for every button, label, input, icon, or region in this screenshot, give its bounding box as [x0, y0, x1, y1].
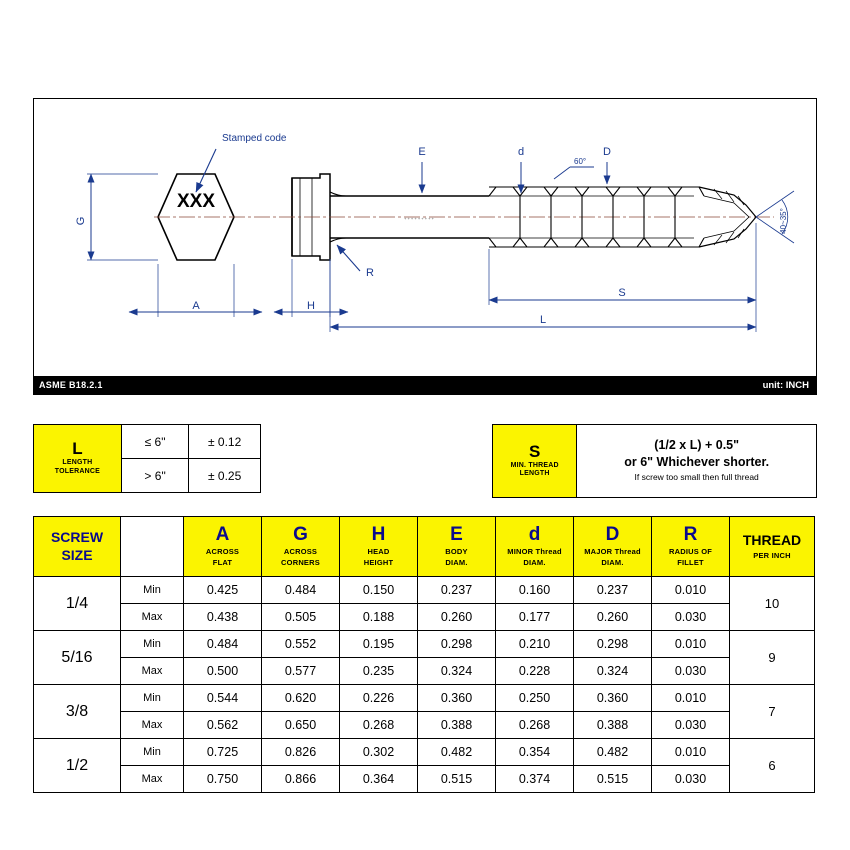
- dimension-E: [418, 146, 425, 193]
- svg-text:+ + + + + + + + +: + + + + + + + + +: [404, 216, 434, 221]
- cell-D-min: 0.482: [574, 739, 652, 766]
- cell-E-max: 0.515: [418, 766, 496, 793]
- dimension-d-label: d: [517, 146, 525, 158]
- cell-D-min: 0.237: [574, 577, 652, 604]
- row-minmax-label: Min: [121, 631, 184, 658]
- table-row: [34, 631, 815, 658]
- header-minmax: [121, 517, 184, 577]
- screw-shank: [154, 192, 774, 242]
- drawing-footer-bar: [33, 376, 817, 395]
- row-minmax-label: Max: [121, 712, 184, 739]
- cell-H-min: 0.150: [340, 577, 418, 604]
- cell-A-min: 0.725: [184, 739, 262, 766]
- dimension-S-label: S: [618, 287, 626, 299]
- min-thread-alternative: or 6" Whichever shorter.: [624, 455, 770, 470]
- dimension-E-label: E: [418, 146, 426, 158]
- cell-d-max: 0.268: [496, 712, 574, 739]
- row-size: 1/2: [34, 739, 121, 793]
- cell-thread: 9: [730, 631, 815, 685]
- header-sub-D-1: MAJOR Thread: [584, 547, 641, 557]
- screw-dimension-table: [33, 516, 815, 793]
- cell-D-max: 0.324: [574, 658, 652, 685]
- cell-R-max: 0.030: [652, 658, 730, 685]
- row-minmax-label: Min: [121, 577, 184, 604]
- dimension-L: [330, 259, 756, 332]
- dimension-H: [274, 259, 348, 317]
- cell-E-max: 0.388: [418, 712, 496, 739]
- row-minmax-label: Min: [121, 685, 184, 712]
- cell-R-min: 0.010: [652, 739, 730, 766]
- cell-d-max: 0.374: [496, 766, 574, 793]
- header-sub-G-1: ACROSS: [283, 547, 318, 557]
- cell-G-max: 0.650: [262, 712, 340, 739]
- cell-D-max: 0.515: [574, 766, 652, 793]
- row-minmax-label: Max: [121, 658, 184, 685]
- dimension-L-label: L: [539, 314, 547, 326]
- cell-A-max: 0.500: [184, 658, 262, 685]
- cell-E-min: 0.237: [418, 577, 496, 604]
- min-thread-formula-cell: [577, 425, 817, 498]
- head-stamp-text: XXX: [176, 191, 216, 212]
- table-row: [34, 577, 815, 604]
- cell-H-min: 0.226: [340, 685, 418, 712]
- header-letter-A: A: [215, 524, 230, 546]
- dimension-G-label: G: [75, 216, 87, 226]
- header-column-D: [574, 517, 652, 577]
- header-sub-D-2: DIAM.: [601, 558, 624, 568]
- length-tolerance-condition: ≤ 6": [121, 425, 188, 459]
- cell-R-min: 0.010: [652, 631, 730, 658]
- header-letter-H: H: [371, 524, 386, 546]
- table-row: [34, 604, 815, 631]
- unit-label: unit: INCH: [762, 380, 809, 391]
- cell-H-min: 0.195: [340, 631, 418, 658]
- cell-D-min: 0.298: [574, 631, 652, 658]
- header-sub-H-1: HEAD: [367, 547, 390, 557]
- cell-H-max: 0.268: [340, 712, 418, 739]
- stamped-code-label: Stamped code: [222, 133, 287, 144]
- header-sub-G-2: CORNERS: [281, 558, 320, 568]
- drawing-panel: [33, 98, 817, 394]
- cell-d-max: 0.228: [496, 658, 574, 685]
- cell-H-min: 0.302: [340, 739, 418, 766]
- length-tolerance-key: L: [72, 439, 83, 459]
- point-angle-label: 40~35°: [779, 208, 788, 234]
- standard-label: ASME B18.2.1: [39, 380, 103, 390]
- min-thread-sub2: LENGTH: [519, 470, 550, 478]
- cell-d-max: 0.177: [496, 604, 574, 631]
- cell-thread: 6: [730, 739, 815, 793]
- row-size: 3/8: [34, 685, 121, 739]
- length-tolerance-table: [33, 424, 261, 493]
- cell-A-max: 0.562: [184, 712, 262, 739]
- cell-R-max: 0.030: [652, 712, 730, 739]
- header-sub-R-2: FILLET: [677, 558, 704, 568]
- min-thread-length-table: [492, 424, 817, 498]
- header-letter-D: D: [605, 524, 620, 546]
- header-column-A: [184, 517, 262, 577]
- cell-G-min: 0.620: [262, 685, 340, 712]
- header-sub-A-1: ACROSS: [205, 547, 240, 557]
- length-tolerance-sub1: LENGTH: [62, 459, 93, 467]
- header-column-R: [652, 517, 730, 577]
- cell-E-max: 0.260: [418, 604, 496, 631]
- cell-thread: 10: [730, 577, 815, 631]
- table-row: [34, 739, 815, 766]
- table-header-row: [34, 517, 815, 577]
- cell-A-min: 0.425: [184, 577, 262, 604]
- cell-D-max: 0.260: [574, 604, 652, 631]
- cell-E-min: 0.482: [418, 739, 496, 766]
- dimension-D: [603, 146, 611, 184]
- min-thread-note: If screw too small then full thread: [634, 472, 759, 483]
- cell-G-min: 0.826: [262, 739, 340, 766]
- length-tolerance-value: ± 0.12: [189, 425, 261, 459]
- header-sub-E-2: DIAM.: [445, 558, 468, 568]
- dimension-R: [337, 245, 374, 279]
- row-size: 5/16: [34, 631, 121, 685]
- header-thread-line1: THREAD: [742, 532, 802, 549]
- cell-thread: 7: [730, 685, 815, 739]
- cell-H-max: 0.235: [340, 658, 418, 685]
- header-screw-size-line1: SCREW: [50, 529, 104, 545]
- dimension-R-label: R: [366, 267, 374, 279]
- header-column-H: [340, 517, 418, 577]
- row-minmax-label: Max: [121, 604, 184, 631]
- header-sub-E-1: BODY: [445, 547, 468, 557]
- cell-E-max: 0.324: [418, 658, 496, 685]
- min-thread-formula: (1/2 x L) + 0.5": [654, 438, 740, 453]
- length-tolerance-sub2: TOLERANCE: [54, 467, 101, 475]
- thread-angle-callout: [554, 157, 594, 179]
- row-minmax-label: Max: [121, 766, 184, 793]
- dimension-A-label: A: [192, 300, 200, 312]
- thread-angle-label: 60°: [574, 157, 587, 166]
- cell-d-min: 0.250: [496, 685, 574, 712]
- cell-H-max: 0.364: [340, 766, 418, 793]
- cell-E-min: 0.298: [418, 631, 496, 658]
- dimension-H-label: H: [307, 300, 315, 312]
- header-sub-d-1: MINOR Thread: [507, 547, 562, 557]
- cell-H-max: 0.188: [340, 604, 418, 631]
- header-column-E: [418, 517, 496, 577]
- length-tolerance-condition: > 6": [121, 459, 188, 493]
- cell-A-min: 0.484: [184, 631, 262, 658]
- min-thread-key: S: [529, 441, 541, 461]
- lag-screw-drawing: [34, 99, 815, 392]
- table-row: [34, 766, 815, 793]
- stamped-code-leader: [196, 133, 287, 192]
- min-thread-key-cell: [493, 425, 577, 498]
- cell-G-max: 0.505: [262, 604, 340, 631]
- cell-G-max: 0.577: [262, 658, 340, 685]
- cell-A-min: 0.544: [184, 685, 262, 712]
- header-sub-R-1: RADIUS OF: [668, 547, 713, 557]
- header-letter-E: E: [450, 524, 463, 546]
- cell-A-max: 0.438: [184, 604, 262, 631]
- row-size: 1/4: [34, 577, 121, 631]
- header-sub-H-2: HEIGHT: [363, 558, 394, 568]
- cell-G-min: 0.484: [262, 577, 340, 604]
- cell-D-min: 0.360: [574, 685, 652, 712]
- header-column-d: [496, 517, 574, 577]
- table-row: [34, 712, 815, 739]
- table-row: [34, 685, 815, 712]
- cell-R-min: 0.010: [652, 577, 730, 604]
- dimension-A: [129, 264, 262, 317]
- min-thread-sub1: MIN. THREAD: [510, 461, 559, 469]
- table-row: [34, 658, 815, 685]
- cell-d-min: 0.354: [496, 739, 574, 766]
- cell-d-min: 0.160: [496, 577, 574, 604]
- header-column-G: [262, 517, 340, 577]
- header-thread: [730, 517, 815, 577]
- cell-G-max: 0.866: [262, 766, 340, 793]
- header-letter-R: R: [683, 524, 698, 546]
- header-letter-d: d: [528, 524, 541, 546]
- dimension-d: [518, 146, 524, 193]
- cell-d-min: 0.210: [496, 631, 574, 658]
- header-screw-size-line2: SIZE: [61, 546, 93, 563]
- cell-G-min: 0.552: [262, 631, 340, 658]
- dimension-G: [75, 174, 158, 260]
- cell-D-max: 0.388: [574, 712, 652, 739]
- header-letter-G: G: [293, 524, 308, 546]
- cell-R-max: 0.030: [652, 604, 730, 631]
- row-minmax-label: Min: [121, 739, 184, 766]
- dimension-D-label: D: [603, 146, 611, 158]
- header-screw-size: [34, 517, 121, 577]
- length-tolerance-key-cell: [34, 425, 122, 493]
- cell-R-min: 0.010: [652, 685, 730, 712]
- length-tolerance-value: ± 0.25: [189, 459, 261, 493]
- header-sub-A-2: FLAT: [212, 558, 233, 568]
- header-thread-line2: PER INCH: [753, 551, 791, 561]
- header-sub-d-2: DIAM.: [523, 558, 546, 568]
- cell-A-max: 0.750: [184, 766, 262, 793]
- cell-R-max: 0.030: [652, 766, 730, 793]
- cell-E-min: 0.360: [418, 685, 496, 712]
